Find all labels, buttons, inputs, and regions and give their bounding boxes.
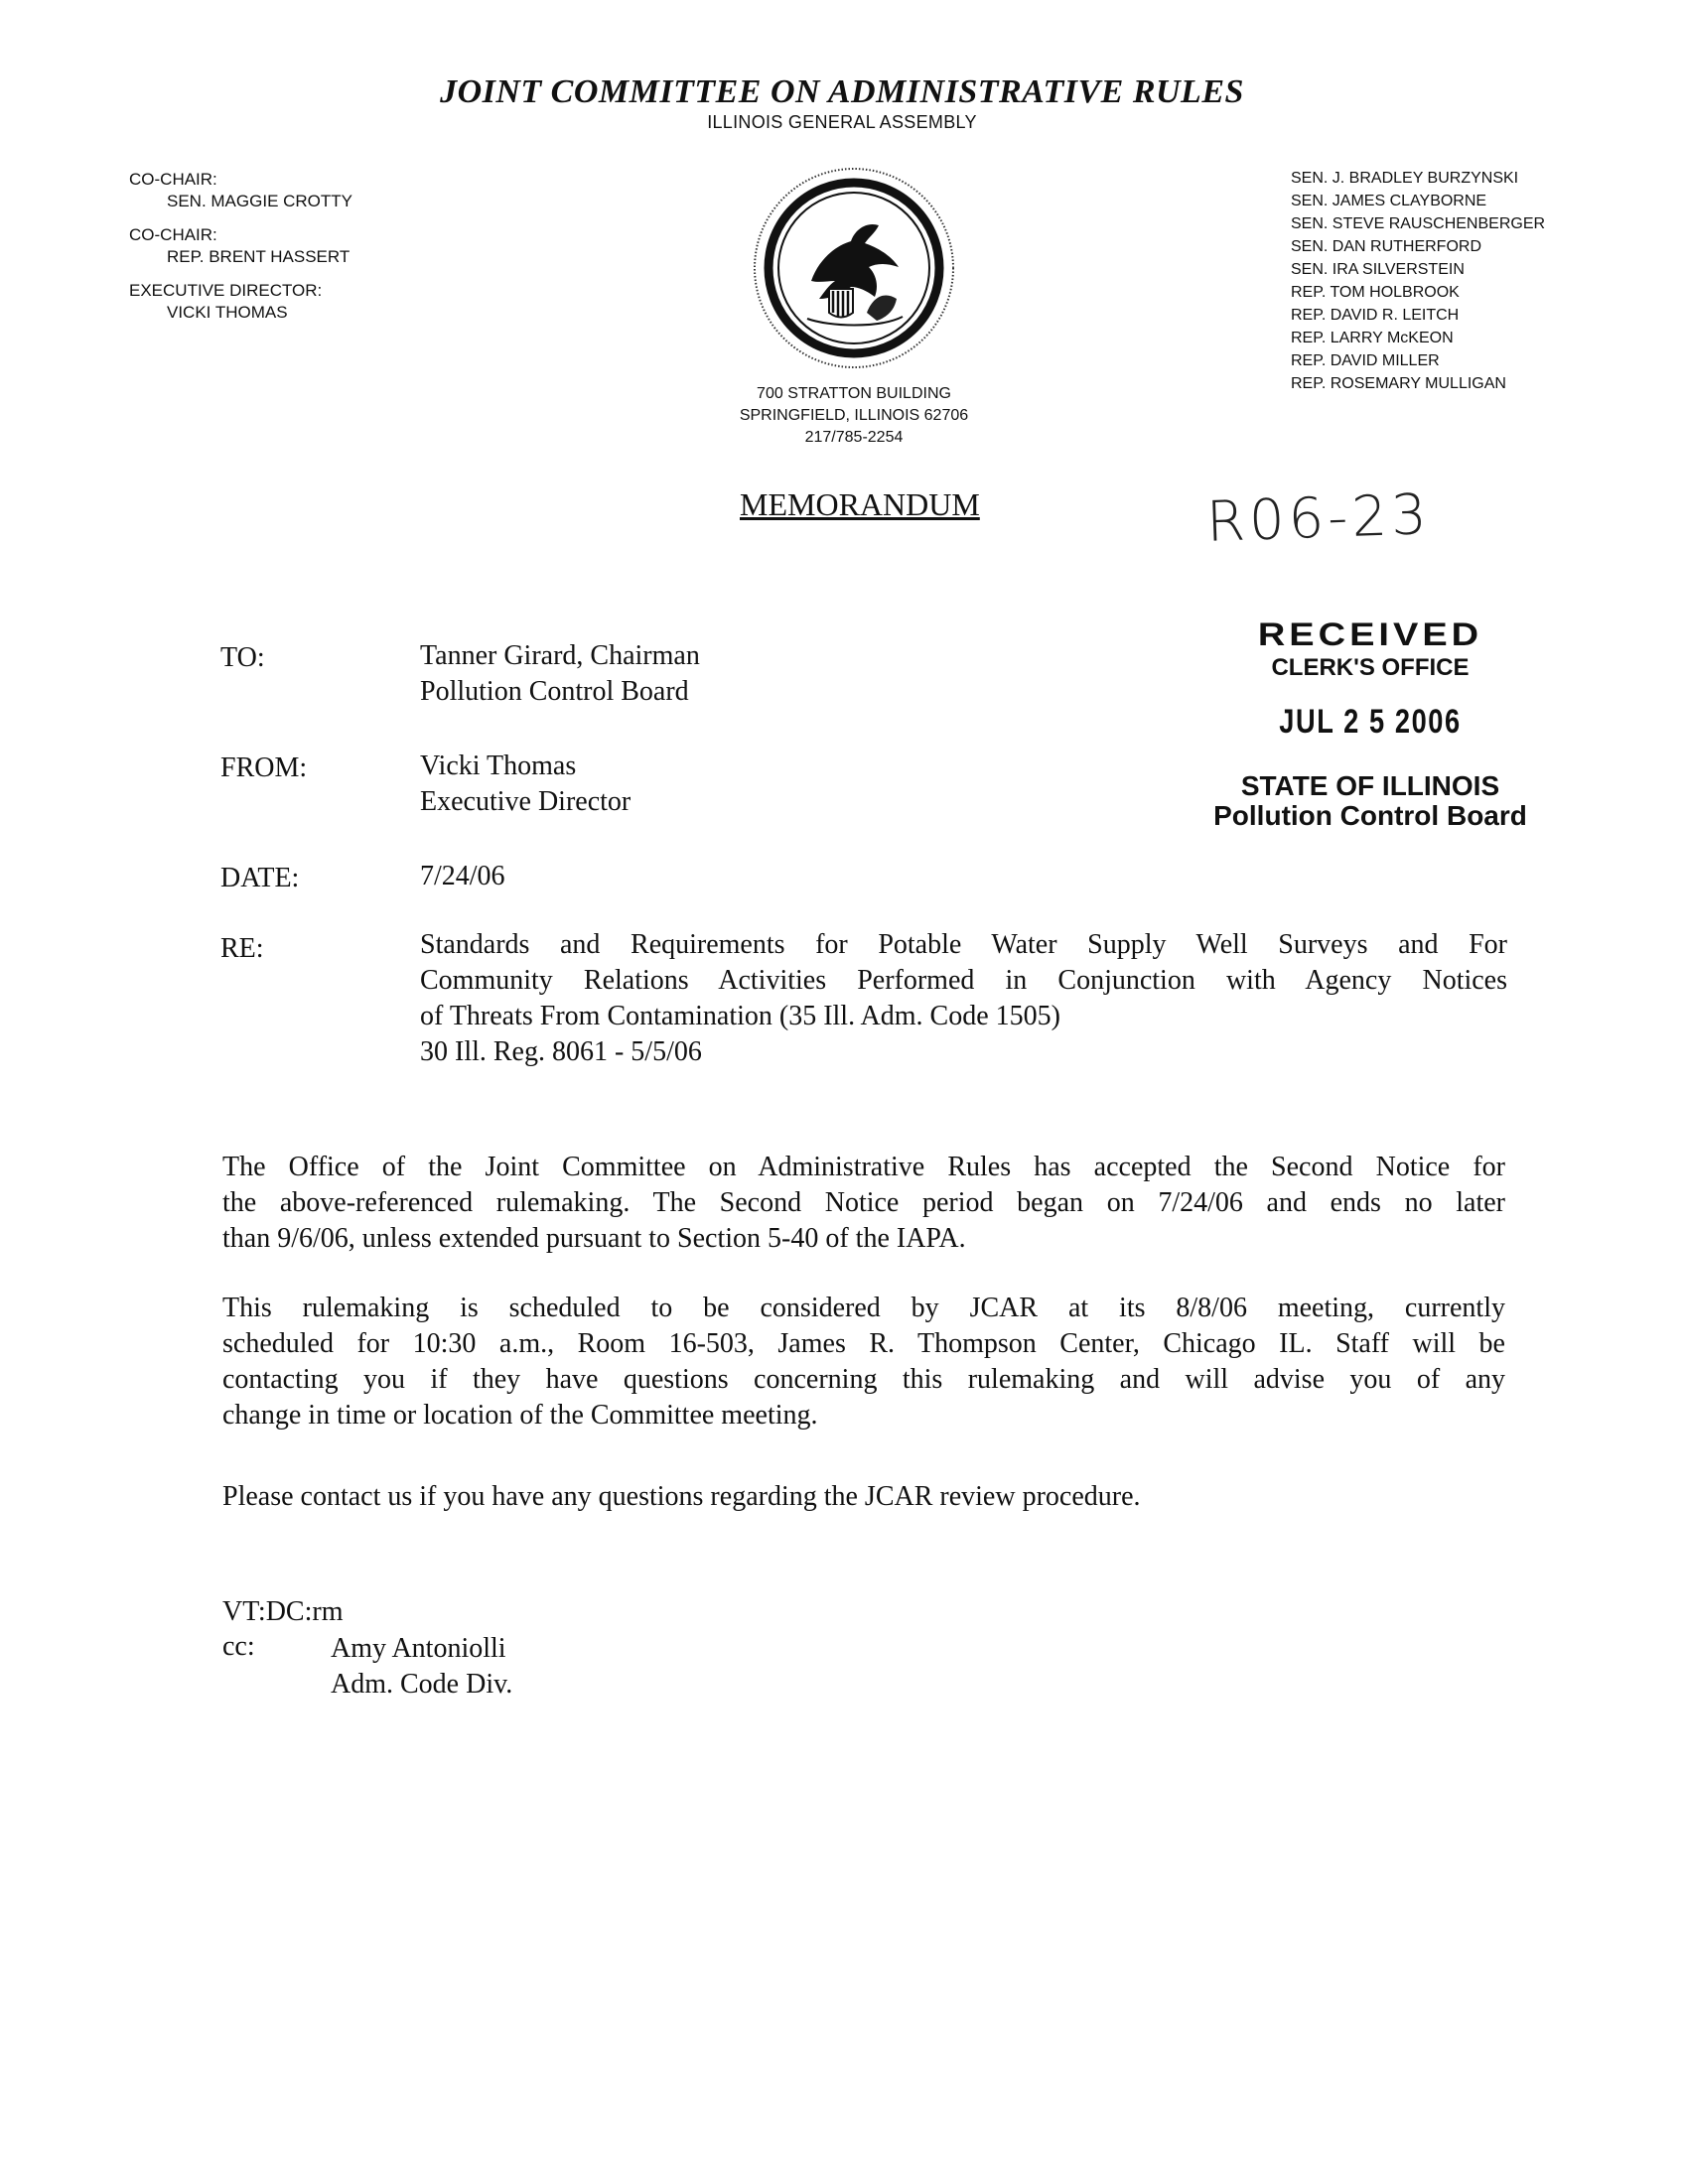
member-name: REP. ROSEMARY MULLIGAN xyxy=(1291,375,1506,392)
stamp-state: STATE OF ILLINOIS xyxy=(1240,770,1500,801)
cc-label: cc: xyxy=(222,1631,255,1662)
re-label: RE: xyxy=(220,933,264,964)
paragraph-line: This rulemaking is scheduled to be considered by JCAR at its 8/8/06 meeting, currently xyxy=(222,1293,1505,1323)
typist-initials: VT:DC:rm xyxy=(222,1596,344,1627)
received-stamp xyxy=(1187,615,1554,831)
co-chair-name: REP. BRENT HASSERT xyxy=(167,247,351,266)
member-name: SEN. IRA SILVERSTEIN xyxy=(1291,261,1465,278)
date-label: DATE: xyxy=(220,863,300,893)
re-line: 30 Ill. Reg. 8061 - 5/5/06 xyxy=(420,1036,702,1067)
executive-director-role: EXECUTIVE DIRECTOR: xyxy=(129,281,323,300)
stamp-date: JUL 2 5 2006 xyxy=(1279,703,1462,741)
from-sender xyxy=(420,749,631,820)
paragraph-line: scheduled for 10:30 a.m., Room 16-503, James R. Thompson Center, Chicago IL. Staff will be xyxy=(222,1328,1505,1359)
from-label: FROM: xyxy=(220,752,308,783)
assembly-subtitle: ILLINOIS GENERAL ASSEMBLY xyxy=(707,112,977,132)
paragraph-line: than 9/6/06, unless extended pursuant to Section 5-40 of the IAPA. xyxy=(222,1223,966,1254)
cc-recipient: Amy Antoniolli xyxy=(331,1633,506,1664)
sender-name: Vicki Thomas xyxy=(420,751,577,781)
sender-title: Executive Director xyxy=(420,786,632,817)
re-line: Community Relations Activities Performed in Conjunction with Agency Notices xyxy=(420,965,1507,996)
state-seal-icon xyxy=(750,164,958,372)
stamp-board: Pollution Control Board xyxy=(1213,800,1527,831)
paragraph-line: change in time or location of the Committee meeting. xyxy=(222,1400,818,1431)
to-label: TO: xyxy=(220,642,265,673)
recipient-name: Tanner Girard, Chairman xyxy=(420,640,700,671)
memorandum-heading: MEMORANDUM xyxy=(740,486,980,522)
committee-address xyxy=(695,383,1013,449)
recipient-org: Pollution Control Board xyxy=(420,676,689,707)
committee-title: JOINT COMMITTEE ON ADMINISTRATIVE RULES xyxy=(440,73,1244,110)
body-paragraph-2 xyxy=(222,1291,1505,1433)
body-paragraph-1 xyxy=(222,1150,1505,1257)
re-line: Standards and Requirements for Potable Water Supply Well Surveys and For xyxy=(420,929,1507,960)
co-chair-role: CO-CHAIR: xyxy=(129,170,217,189)
executive-director-name: VICKI THOMAS xyxy=(167,303,288,322)
cc-recipient: Adm. Code Div. xyxy=(331,1669,513,1700)
memo-date: 7/24/06 xyxy=(420,861,505,891)
officers-block xyxy=(129,169,352,336)
member-name: SEN. J. BRADLEY BURZYNSKI xyxy=(1291,170,1519,187)
co-chair-role: CO-CHAIR: xyxy=(129,225,217,244)
member-name: SEN. DAN RUTHERFORD xyxy=(1291,238,1482,255)
re-line: of Threats From Contamination (35 Ill. Adm. Code 1505) xyxy=(420,1001,1060,1031)
handwritten-file-reference: R06-23 xyxy=(1204,482,1432,555)
stamp-received: RECEIVED xyxy=(1257,617,1483,653)
paragraph-line: The Office of the Joint Committee on Administrative Rules has accepted the Second Notice for xyxy=(222,1152,1505,1182)
re-subject xyxy=(420,927,1507,1070)
address-line: SPRINGFIELD, ILLINOIS 62706 xyxy=(739,407,969,424)
cc-list xyxy=(331,1631,512,1703)
co-chair-name: SEN. MAGGIE CROTTY xyxy=(167,192,353,210)
paragraph-line: the above-referenced rulemaking. The Second Notice period began on 7/24/06 and ends no later xyxy=(222,1187,1505,1218)
members-list xyxy=(1291,167,1545,395)
stamp-office: CLERK'S OFFICE xyxy=(1271,654,1470,681)
member-name: REP. TOM HOLBROOK xyxy=(1291,284,1460,301)
body-paragraph-3: Please contact us if you have any questions regarding the JCAR review procedure. xyxy=(222,1481,1141,1512)
member-name: REP. LARRY McKEON xyxy=(1291,330,1454,346)
member-name: SEN. JAMES CLAYBORNE xyxy=(1291,193,1487,209)
member-name: REP. DAVID R. LEITCH xyxy=(1291,307,1460,324)
paragraph-line: contacting you if they have questions concerning this rulemaking and will advise you of any xyxy=(222,1364,1505,1395)
member-name: REP. DAVID MILLER xyxy=(1291,352,1440,369)
to-recipient xyxy=(420,638,700,710)
address-line: 700 STRATTON BUILDING xyxy=(757,385,951,402)
phone-number: 217/785-2254 xyxy=(804,429,904,446)
member-name: SEN. STEVE RAUSCHENBERGER xyxy=(1291,215,1546,232)
